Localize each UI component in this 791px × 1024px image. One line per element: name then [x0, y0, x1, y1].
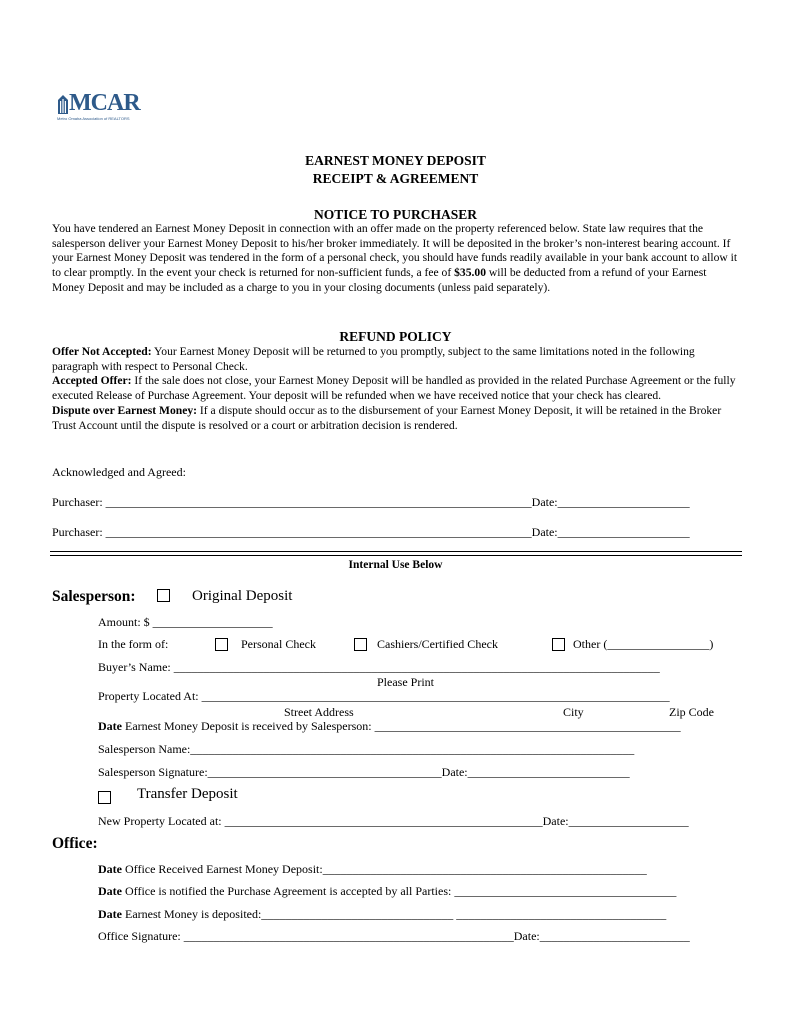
personal-check-label: Personal Check [241, 637, 316, 651]
offer-not-accepted-text: Your Earnest Money Deposit will be returned to you promptly, subject to the same limitations noted in the following paragraph with respect to Personal Check. [52, 345, 695, 373]
date-label: Date [98, 884, 122, 898]
office-notified-field[interactable] [98, 884, 676, 898]
title-line-1: EARNEST MONEY DEPOSIT [305, 153, 486, 168]
section-divider [50, 551, 742, 556]
logo-subtext: Metro Omaha Association of REALTORS [57, 116, 130, 121]
purchaser-signature-field[interactable]: _______________________________________________________________________ [105, 525, 532, 539]
office-signature-field[interactable]: Office Signature: _______________________________________________________Date:_________________________ [98, 929, 690, 943]
date-received-field[interactable] [98, 719, 681, 733]
date-label: Date [98, 719, 122, 733]
office-received-text: Office Received Earnest Money Deposit:______________________________________________________ [122, 862, 647, 876]
date-label: Date [98, 862, 122, 876]
buyers-name-field[interactable]: Buyer’s Name: _________________________________________________________________________________ [98, 660, 660, 674]
office-deposited-text: Earnest Money is deposited:________________________________ ___________________________________ [122, 907, 667, 921]
office-deposited-field[interactable] [98, 907, 666, 921]
refund-paragraph [52, 345, 742, 433]
transfer-deposit-checkbox[interactable] [98, 791, 111, 804]
cashiers-check-label: Cashiers/Certified Check [377, 637, 498, 651]
office-notified-text: Office is notified the Purchase Agreement is accepted by all Parties: _____________________________________ [122, 884, 677, 898]
fee-amount: $35.00 [454, 266, 486, 280]
offer-not-accepted-label: Offer Not Accepted: [52, 345, 152, 358]
internal-use-heading: Internal Use Below [348, 559, 443, 571]
other-field[interactable]: Other (_________________) [573, 637, 714, 651]
original-deposit-checkbox[interactable] [157, 589, 170, 602]
dispute-text: If a dispute should occur as to the disbursement of your Earnest Money Deposit, it will be retained in the Broker Trust Account until the dispute is resolved or a court or arbitration decision is rendered. [52, 403, 722, 432]
amount-field[interactable]: Amount: $ ____________________ [98, 615, 273, 629]
street-address-caption: Street Address [284, 705, 354, 719]
date-label: Date [98, 907, 122, 921]
notice-text-continued: will be deducted from a refund of your Earnest Money Deposit and may be included as a charge to you in your closing documents (unless paid separately). [52, 266, 707, 294]
title-line-2: RECEIPT & AGREEMENT [312, 171, 479, 186]
zip-code-caption: Zip Code [669, 705, 714, 719]
mcar-logo [57, 90, 140, 126]
salesperson-name-field[interactable]: Salesperson Name:__________________________________________________________________________ [98, 742, 635, 756]
city-caption: City [563, 705, 584, 719]
building-icon [57, 94, 69, 114]
purchaser-date-field[interactable]: Date:______________________ [531, 525, 690, 539]
notice-text: You have tendered an Earnest Money Deposit in connection with an offer made on the property referenced below. State law requires that the salesperson deliver your Earnest Money Deposit to his/her broker immediately. It will be deposited in the broker’s non-interest bearing account. If your Earnest Money Deposit was tendered in the form of a personal check, you should have funds readily available in your bank account to allow it to clear promptly. In the event your check is returned for non-sufficient funds, a fee of [52, 222, 738, 280]
other-checkbox[interactable] [552, 638, 565, 651]
transfer-deposit-label: Transfer Deposit [137, 786, 238, 802]
purchaser-row-1 [52, 495, 690, 509]
accepted-offer-text: If the sale does not close, your Earnest Money Deposit will be handled as provided in the related Purchase Agreement or the fully executed Release of Purchase Agreement. Your deposit will be refunded when we have received notice that your check has cleared. [52, 374, 736, 403]
property-located-field[interactable]: Property Located At: ______________________________________________________________________________ [98, 689, 670, 703]
original-deposit-label: Original Deposit [192, 588, 293, 604]
purchaser-signature-field[interactable]: _______________________________________________________________________ [105, 495, 532, 509]
acknowledged-text: Acknowledged and Agreed: [52, 465, 186, 479]
office-received-field[interactable] [98, 862, 647, 876]
please-print-note: Please Print [377, 675, 434, 689]
new-property-field[interactable]: New Property Located at: _____________________________________________________Date:____________________ [98, 814, 689, 828]
salesperson-signature-field[interactable]: Salesperson Signature:_______________________________________Date:___________________________ [98, 765, 630, 779]
date-received-text: Earnest Money Deposit is received by Salesperson: ___________________________________________________ [122, 719, 681, 733]
purchaser-date-field[interactable]: Date:______________________ [531, 495, 690, 509]
logo-text: MCAR [69, 90, 140, 116]
dispute-label: Dispute over Earnest Money: [52, 403, 198, 417]
form-of-label: In the form of: [98, 637, 169, 651]
purchaser-label: Purchaser: [52, 525, 106, 539]
refund-heading: REFUND POLICY [339, 329, 452, 344]
accepted-offer-label: Accepted Offer: [52, 374, 132, 388]
purchaser-row-2 [52, 525, 690, 539]
personal-check-checkbox[interactable] [215, 638, 228, 651]
purchaser-label: Purchaser: [52, 495, 106, 509]
notice-paragraph [52, 222, 742, 296]
notice-heading: NOTICE TO PURCHASER [313, 207, 478, 222]
office-heading: Office: [52, 835, 98, 852]
cashiers-check-checkbox[interactable] [354, 638, 367, 651]
salesperson-heading: Salesperson: [52, 588, 136, 605]
